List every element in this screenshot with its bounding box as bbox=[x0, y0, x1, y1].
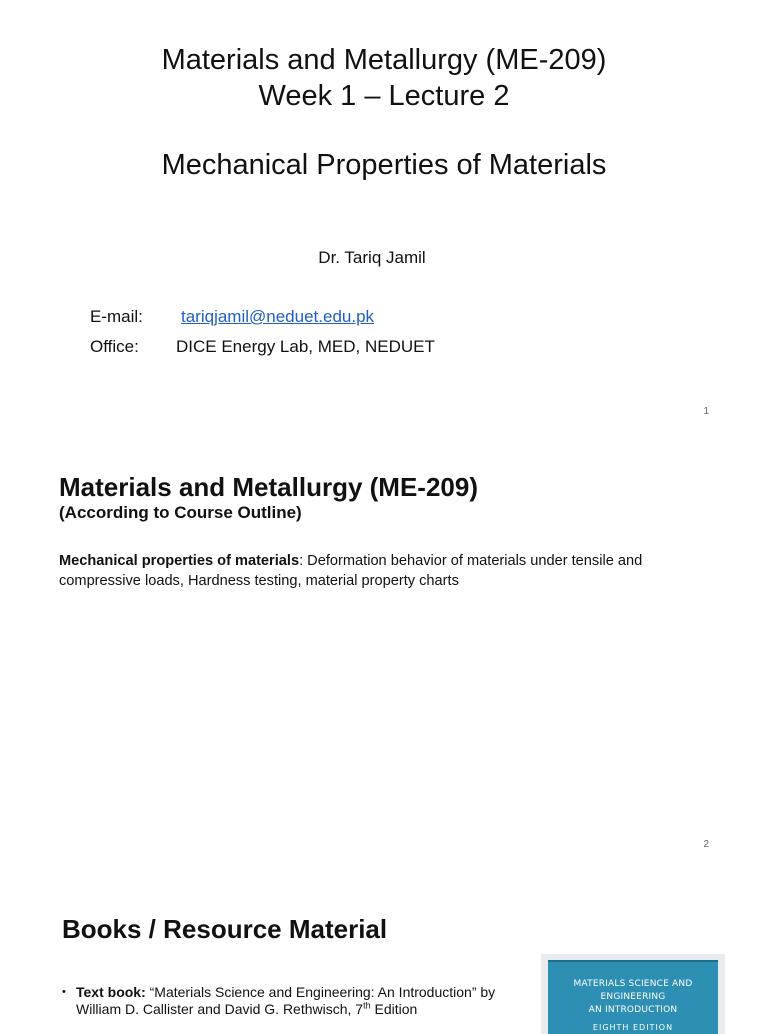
lecture-subtitle: Mechanical Properties of Materials bbox=[161, 149, 607, 181]
office-value: DICE Energy Lab, MED, NEDUET bbox=[176, 337, 435, 356]
page-number: 1 bbox=[703, 406, 709, 417]
email-label: E-mail: bbox=[90, 307, 143, 326]
slide-3 bbox=[0, 865, 768, 1032]
book-cover-edition: EIGHTH EDITION bbox=[592, 1023, 674, 1032]
list-item bbox=[62, 984, 532, 1018]
slide-1 bbox=[0, 0, 768, 432]
book-cover-image bbox=[541, 954, 725, 1034]
email-row bbox=[90, 306, 374, 328]
textbook-reference: Text book: “Materials Science and Engineering: An Introduction” by William D. Callister and David G. Rethwisch, 7th Edition bbox=[76, 984, 496, 1017]
textbook-label: Text book: bbox=[76, 984, 146, 1000]
slide-2 bbox=[0, 432, 768, 865]
slide-title: Materials and Metallurgy (ME-209) bbox=[59, 472, 478, 502]
bullet-icon: • bbox=[62, 986, 66, 998]
page-number: 2 bbox=[703, 839, 709, 850]
course-outline-text bbox=[59, 551, 719, 591]
lecture-title: Week 1 – Lecture 2 bbox=[258, 80, 510, 112]
slide-subtitle: (According to Course Outline) bbox=[59, 503, 302, 522]
outline-topic: Mechanical properties of materials bbox=[59, 553, 300, 569]
book-cover-title: MATERIALS SCIENCE AND ENGINEERING AN INTRODUCTION bbox=[573, 979, 693, 1015]
email-link[interactable]: tariqjamil@neduet.edu.pk bbox=[181, 307, 375, 326]
course-title: Materials and Metallurgy (ME-209) bbox=[161, 44, 607, 76]
slide-title: Books / Resource Material bbox=[62, 914, 388, 944]
office-row bbox=[90, 336, 435, 358]
author-name: Dr. Tariq Jamil bbox=[318, 248, 426, 267]
outline-description: : Deformation behavior of materials under tensile and compressive loads, Hardness testing, material property charts bbox=[59, 553, 643, 589]
office-label: Office: bbox=[90, 337, 139, 356]
